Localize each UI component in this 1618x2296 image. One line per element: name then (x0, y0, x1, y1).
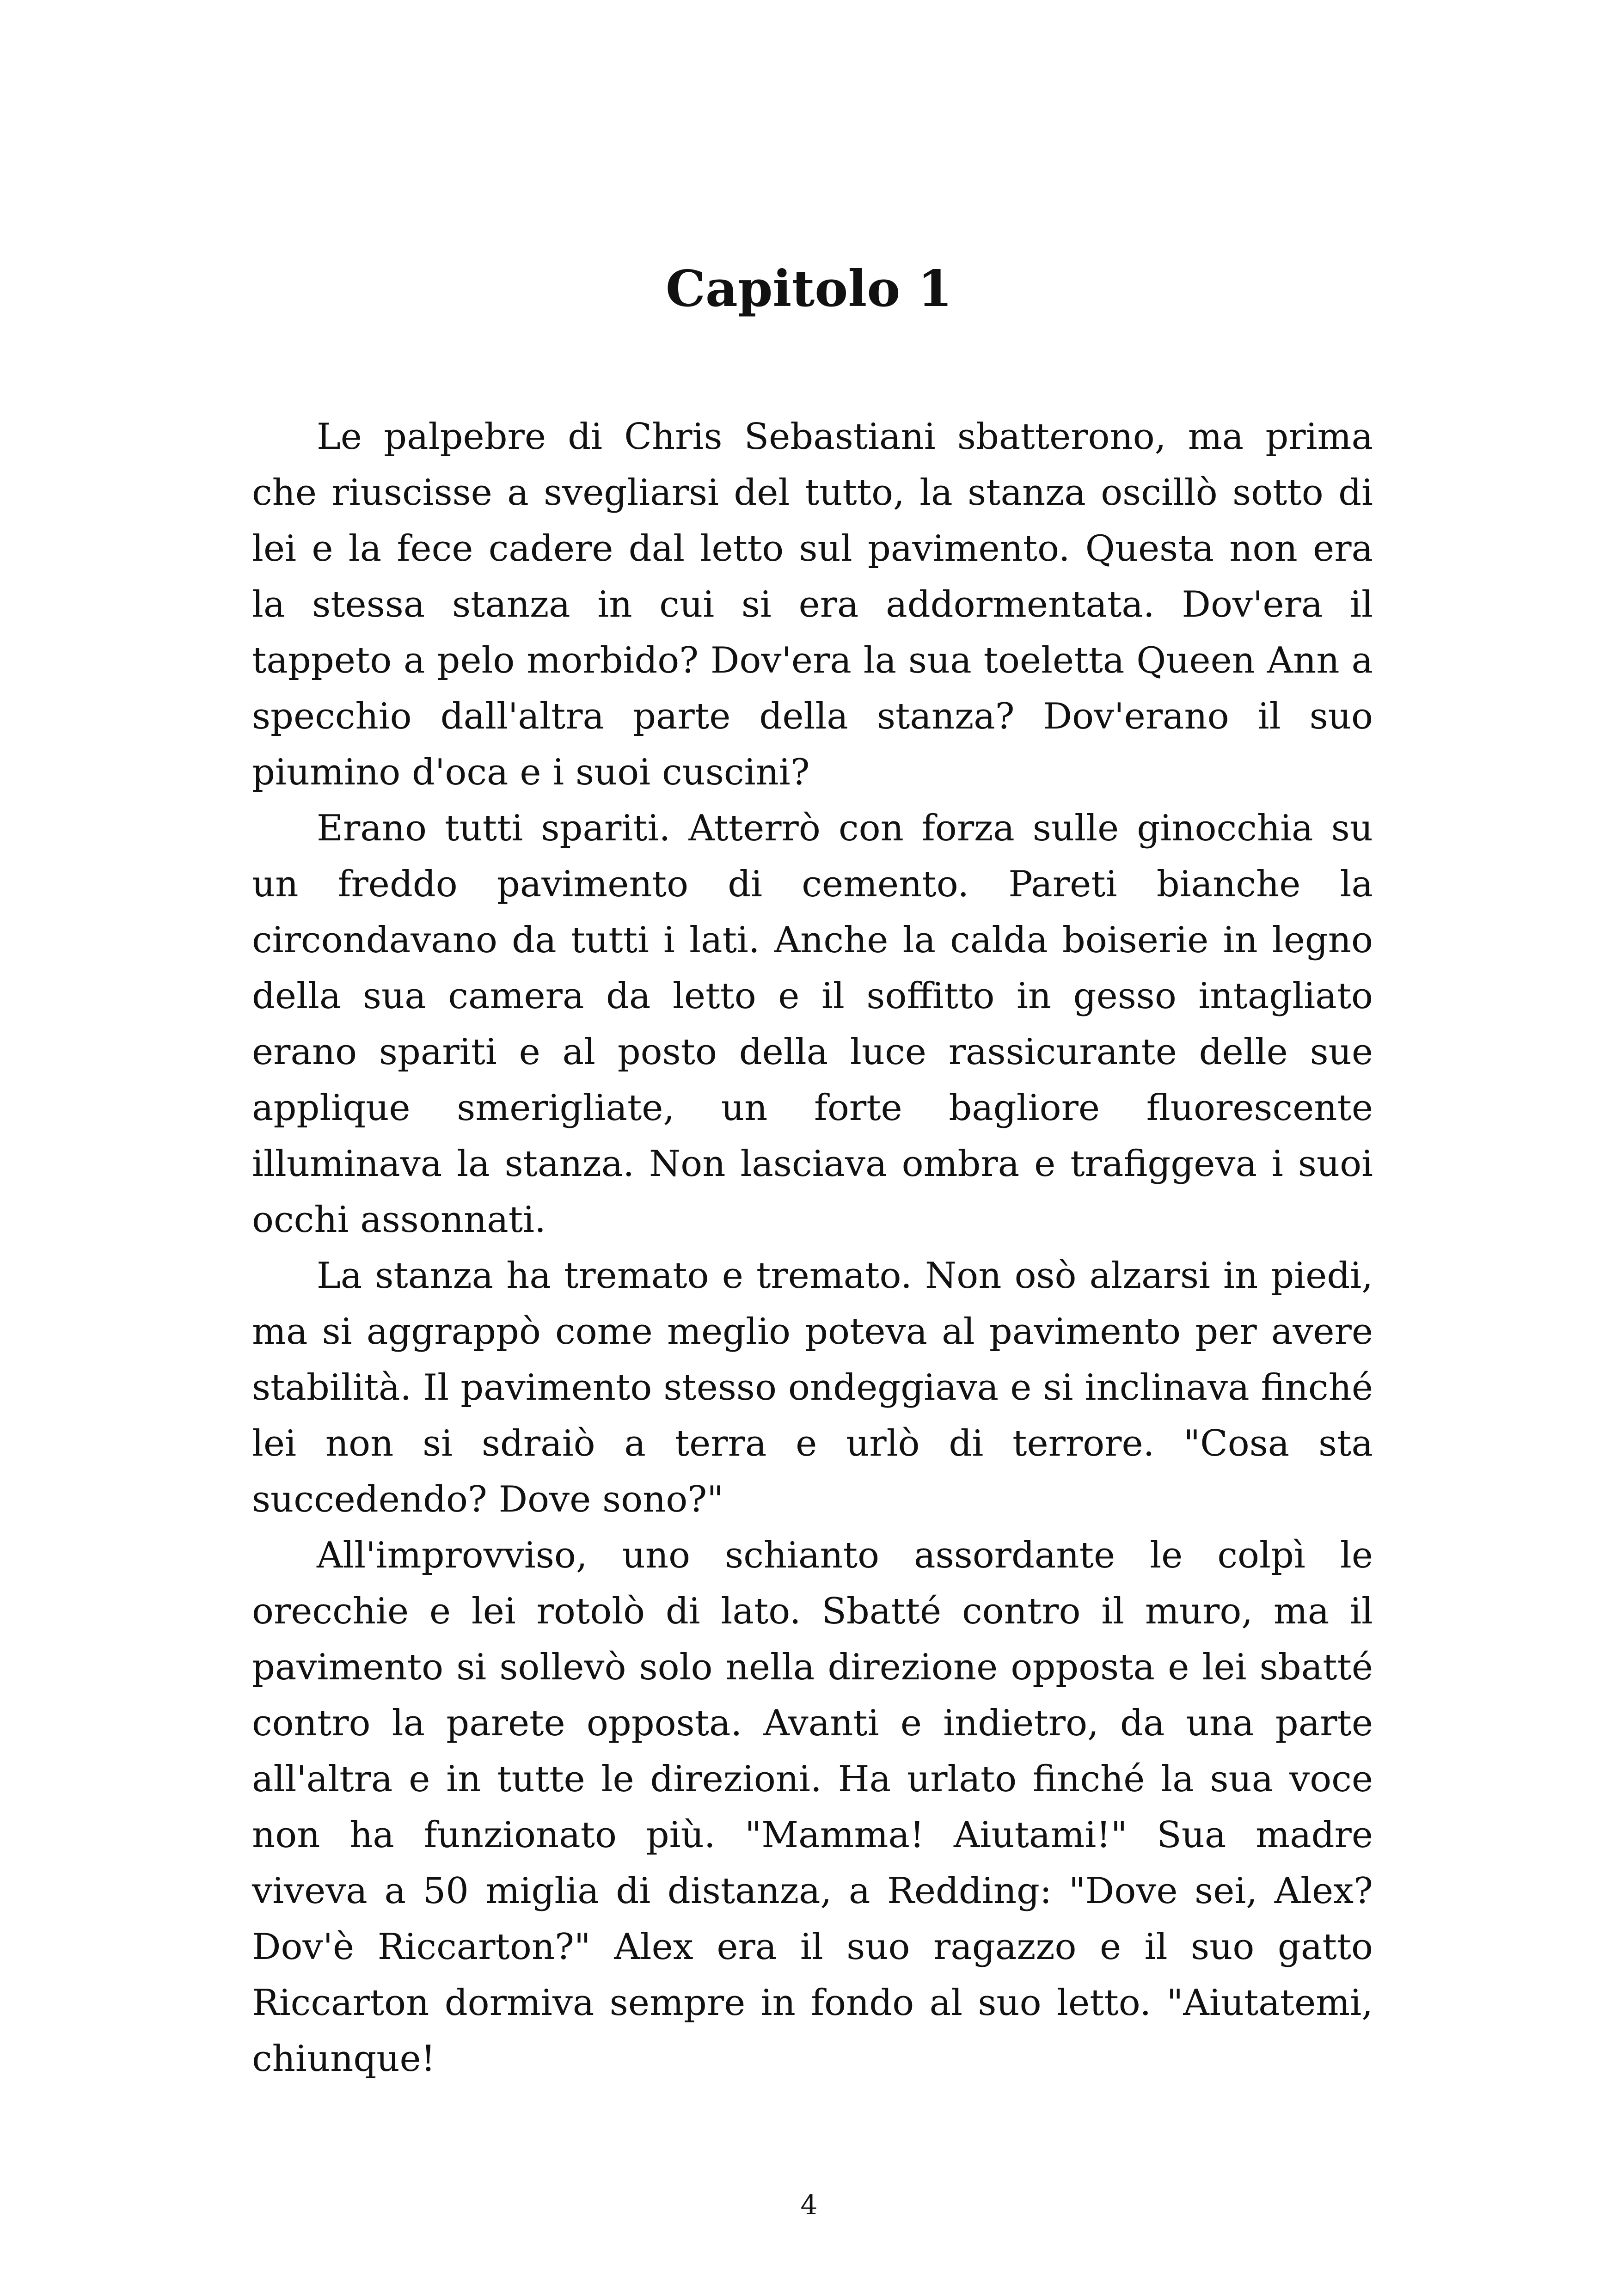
paragraph: La stanza ha tremato e tremato. Non osò alzarsi in piedi, ma si aggrappò come meglio poteva al pavimento per avere stabilità. Il pavimento stesso ondeggiava e si inclinava finché lei non si sdraiò a terra e urlò di terrore. "Cosa sta succedendo? Dove sono?" (252, 1255, 1373, 1520)
paragraph: Le palpebre di Chris Sebastiani sbatterono, ma prima che riuscisse a svegliarsi del tutto, la stanza oscillò sotto di lei e la fece cadere dal letto sul pavimento. Questa non era la stessa stanza in cui si era addormentata. Dov'era il tappeto a pelo morbido? Dov'era la sua toeletta Queen Ann a specchio dall'altra parte della stanza? Dov'erano il suo piumino d'oca e i suoi cuscini? (252, 416, 1373, 793)
page-number: 4 (800, 2189, 818, 2221)
chapter-body (252, 409, 1373, 2087)
paragraph: All'improvviso, uno schianto assordante le colpì le orecchie e lei rotolò di lato. Sbatté contro il muro, ma il pavimento si sollevò solo nella direzione opposta e lei sbatté contro la parete opposta. Avanti e indietro, da una parte all'altra e in tutte le direzioni. Ha urlato finché la sua voce non ha funzionato più. "Mamma! Aiutami!" Sua madre viveva a 50 miglia di distanza, a Redding: "Dove sei, Alex? Dov'è Riccarton?" Alex era il suo ragazzo e il suo gatto Riccarton dormiva sempre in fondo al suo letto. "Aiutatemi, chiunque! (252, 1535, 1373, 2080)
chapter-title: Capitolo 1 (665, 260, 953, 318)
paragraph: Erano tutti spariti. Atterrò con forza sulle ginocchia su un freddo pavimento di cemento. Pareti bianche la circondavano da tutti i lati. Anche la calda boiserie in legno della sua camera da letto e il soffitto in gesso intagliato erano spariti e al posto della luce rassicurante delle sue applique smerigliate, un forte bagliore fluorescente illuminava la stanza. Non lasciava ombra e trafiggeva i suoi occhi assonnati. (252, 808, 1373, 1241)
